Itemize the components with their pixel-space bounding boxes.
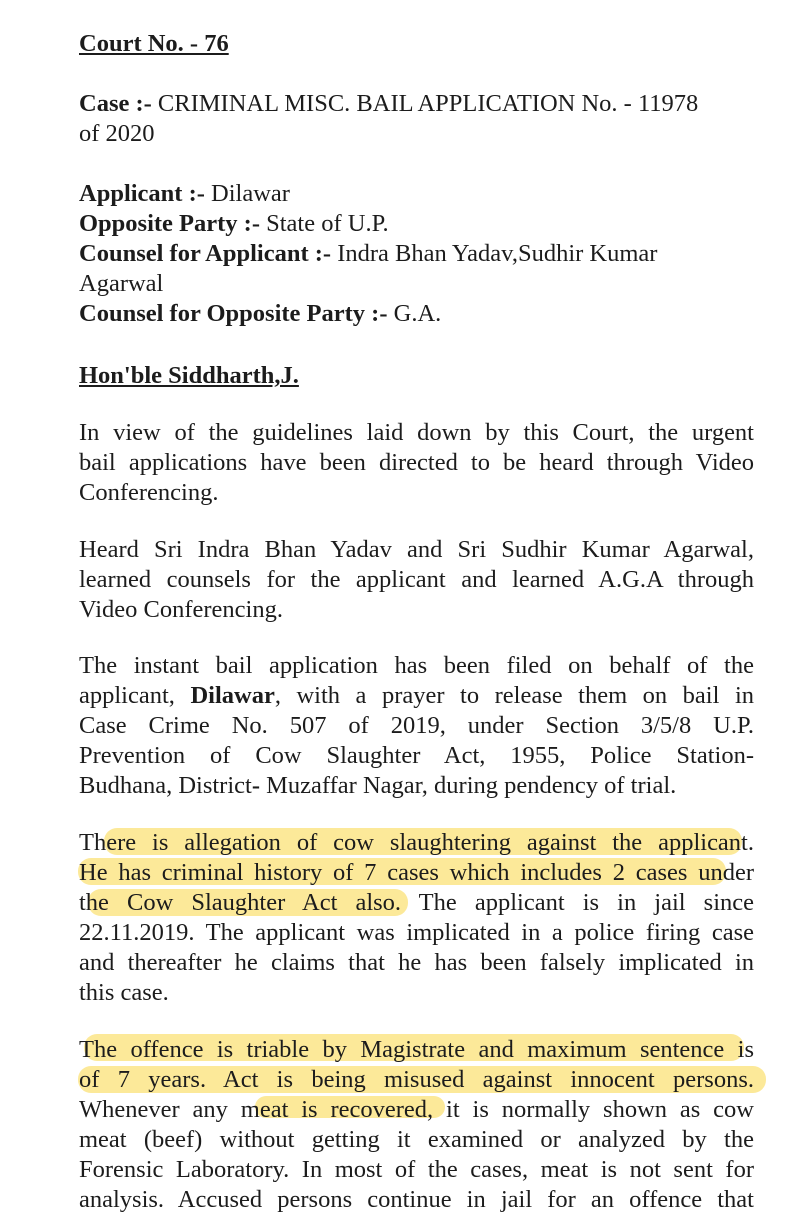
counsel-applicant-line-continued: Agarwal xyxy=(79,270,164,297)
paragraph-line: Prevention of Cow Slaughter Act, 1955, Police Station- xyxy=(79,742,754,769)
paragraph-line: Video Conferencing. xyxy=(79,596,283,623)
paragraph-line: Whenever any meat is recovered, it is normally shown as cow xyxy=(79,1096,754,1123)
counsel-applicant-value: Indra Bhan Yadav,Sudhir Kumar xyxy=(331,240,658,267)
applicant-name-bold: Dilawar xyxy=(190,682,275,709)
case-value: CRIMINAL MISC. BAIL APPLICATION No. - 11978 xyxy=(151,90,699,117)
applicant-value: Dilawar xyxy=(204,180,290,207)
paragraph-line: learned counsels for the applicant and learned A.G.A through xyxy=(79,566,754,593)
counsel-opposite-line xyxy=(79,299,754,329)
paragraph-line: Forensic Laboratory. In most of the cases, meat is not sent for xyxy=(79,1156,754,1183)
paragraph-line: Budhana, District- Muzaffar Nagar, during pendency of trial. xyxy=(79,772,677,799)
opposite-party-line xyxy=(79,209,754,239)
judge-name: Hon'ble Siddharth,J. xyxy=(79,362,299,389)
paragraph-line: bail applications have been directed to be heard through Video xyxy=(79,449,754,476)
paragraph-line: applicant, Dilawar, with a prayer to release them on bail in xyxy=(79,682,754,709)
court-number: Court No. - 76 xyxy=(79,30,229,57)
paragraph-line: There is allegation of cow slaughtering against the applicant. xyxy=(79,829,754,856)
counsel-applicant-label: Counsel for Applicant :- xyxy=(79,240,332,267)
paragraph-line: this case. xyxy=(79,979,169,1006)
paragraph-line: The instant bail application has been filed on behalf of the xyxy=(79,652,754,679)
counsel-applicant-line xyxy=(79,239,754,269)
paragraph-line: 22.11.2019. The applicant was implicated in a police firing case xyxy=(79,919,754,946)
opposite-party-value: State of U.P. xyxy=(260,210,389,237)
opposite-party-label: Opposite Party :- xyxy=(79,210,260,237)
case-line xyxy=(79,89,754,119)
paragraph-line: Case Crime No. 507 of 2019, under Section 3/5/8 U.P. xyxy=(79,712,754,739)
paragraph-line: In view of the guidelines laid down by this Court, the urgent xyxy=(79,419,754,446)
counsel-opposite-value: G.A. xyxy=(387,300,442,327)
paragraph-line: analysis. Accused persons continue in jail for an offence that xyxy=(79,1186,754,1213)
paragraph-line: Conferencing. xyxy=(79,479,219,506)
counsel-opposite-label: Counsel for Opposite Party :- xyxy=(79,300,388,327)
applicant-line xyxy=(79,179,754,209)
paragraph-line: the Cow Slaughter Act also. The applicant is in jail since xyxy=(79,889,754,916)
paragraph-line: of 7 years. Act is being misused against innocent persons. xyxy=(79,1066,754,1093)
case-label: Case :- xyxy=(79,90,152,117)
applicant-label: Applicant :- xyxy=(79,180,205,207)
paragraph-line: and thereafter he claims that he has been falsely implicated in xyxy=(79,949,754,976)
paragraph-line: Heard Sri Indra Bhan Yadav and Sri Sudhir Kumar Agarwal, xyxy=(79,536,754,563)
paragraph-line: He has criminal history of 7 cases which includes 2 cases under xyxy=(79,859,754,886)
paragraph-line: meat (beef) without getting it examined or analyzed by the xyxy=(79,1126,754,1153)
paragraph-line: The offence is triable by Magistrate and maximum sentence is xyxy=(79,1036,754,1063)
case-line-continued: of 2020 xyxy=(79,120,155,147)
